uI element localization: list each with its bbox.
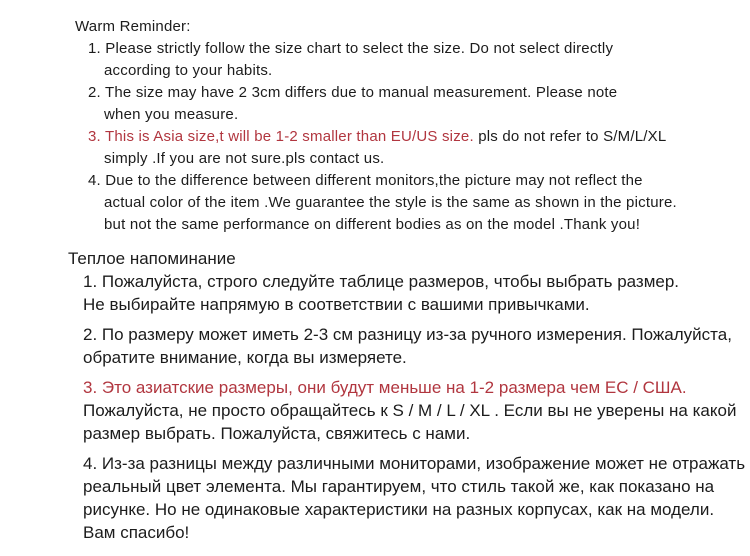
russian-item-list [83,270,745,544]
russian-item-4-line-2: реальный цвет элемента. Мы гарантируем, что стиль такой же, как показано на [83,477,715,496]
russian-item-4-line-3: рисунке. Но не одинаковые характеристики на разных корпусах, как на модели. [83,500,715,519]
english-item-4 [88,170,677,236]
english-item-1 [88,38,677,82]
english-item-3-line-2: simply .If you are not sure.pls contact us. [104,150,385,167]
english-item-3 [88,126,677,170]
english-item-2 [88,82,677,126]
english-item-4-line-2: actual color of the item .We guarantee the style is the same as shown in the picture. [104,194,677,211]
english-item-1-line-1: 1. Please strictly follow the size chart to select the size. Do not select directly [88,40,614,57]
russian-item-4 [83,452,745,544]
english-item-4-line-1: 4. Due to the difference between different monitors,the picture may not reflect the [88,172,643,189]
english-item-list [88,38,677,236]
english-item-3-line-1 [88,126,677,148]
russian-item-3-line-2: Пожалуйста, не просто обращайтесь к S / M / L / XL . Если вы не уверены на какой [83,401,737,420]
english-item-1-line-2: according to your habits. [104,62,273,79]
russian-item-4-line-4: Вам спасибо! [83,523,190,542]
english-item-4-line-3: but not the same performance on different bodies as on the model .Thank you! [104,216,641,233]
english-reminder-section [75,16,677,236]
english-item-2-line-1: 2. The size may have 2 3cm differs due to manual measurement. Please note [88,84,618,101]
russian-item-2-line-2: обратите внимание, когда вы измеряете. [83,348,407,367]
russian-item-3 [83,376,745,445]
english-heading: Warm Reminder: [75,18,191,35]
russian-reminder-section [68,247,745,544]
russian-item-3-line-3: размер выбрать. Пожалуйста, свяжитесь с нами. [83,424,471,443]
russian-heading: Теплое напоминание [68,249,236,268]
english-item-2-line-2: when you measure. [104,106,239,123]
russian-item-1 [83,270,745,316]
russian-item-2-line-1: 2. По размеру может иметь 2-3 см разницу из-за ручного измерения. Пожалуйста, [83,325,732,344]
russian-item-1-line-2: Не выбирайте напрямую в соответствии с вашими привычками. [83,295,590,314]
russian-item-4-line-1: 4. Из-за разницы между различными мониторами, изображение может не отражать [83,454,746,473]
russian-item-2 [83,323,745,369]
russian-item-1-line-1: 1. Пожалуйста, строго следуйте таблице размеров, чтобы выбрать размер. [83,272,680,291]
english-item-3-black-text: pls do not refer to S/M/L/XL [473,128,667,145]
english-item-3-red-text: 3. This is Asia size,t will be 1-2 smaller than EU/US size. [88,128,474,145]
russian-item-3-red-line: 3. Это азиатские размеры, они будут меньше на 1-2 размера чем ЕС / США. [83,378,687,397]
